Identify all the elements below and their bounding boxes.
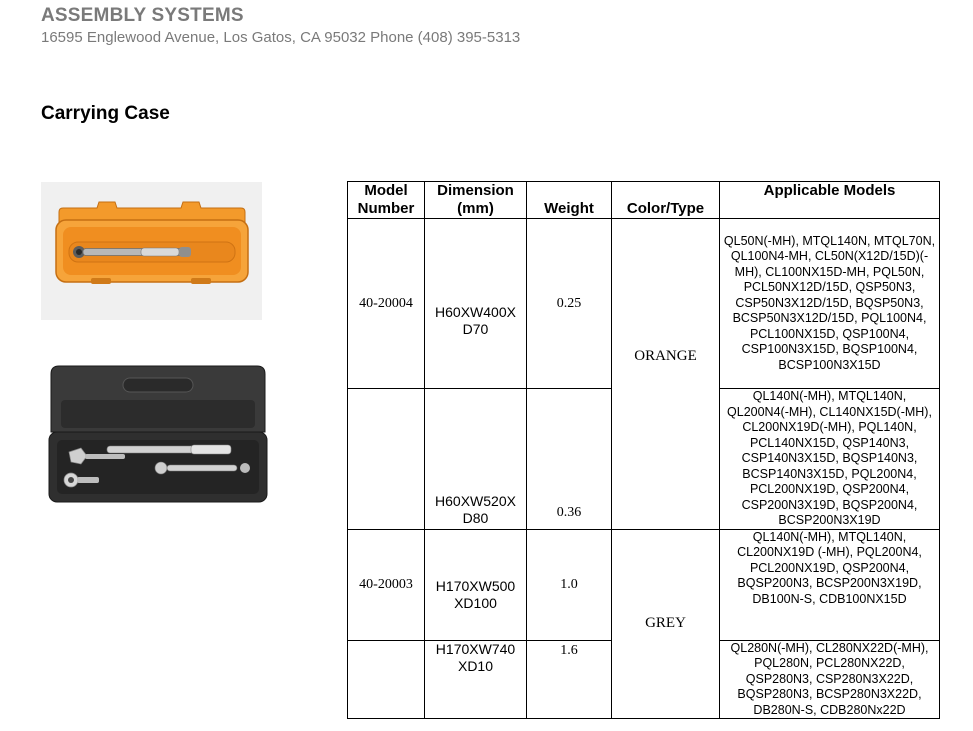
dimension-cell: H60XW520X D80 — [425, 389, 527, 530]
model-number-cell: 40-20004 — [348, 219, 425, 389]
applicable-models-cell: QL50N(-MH), MTQL140N, MTQL70N, QL100N4-MH, CL50N(X12D/15D)(-MH), CL100NX15D-MH, PQL50N, PCL50NX12D/15D, QSP50N3, CSP50N3X12D/15D, BQSP50N3, BCSP50N3X12D/15D, PQL100N4, PCL100NX15D, QSP100N4, CSP100N3X15D, BQSP100N4, BCSP100N3X15D — [720, 219, 940, 389]
orange-carrying-case-image — [41, 182, 262, 320]
header-applicable-models: Applicable Models — [720, 182, 940, 219]
weight-cell: 0.25 — [527, 219, 612, 389]
header-color-type: Color/Type — [612, 182, 720, 219]
model-number-cell — [348, 389, 425, 530]
page-title: Carrying Case — [41, 103, 170, 124]
carrying-case-spec-table — [347, 181, 940, 719]
dimension-cell: H170XW740 XD10 — [425, 640, 527, 719]
applicable-models-cell: QL140N(-MH), MTQL140N, CL200NX19D (-MH), PQL200N4, PCL200NX19D, QSP200N4, BQSP200N3, BCSP200N3X19D, DB100N-S, CDB100NX15D — [720, 529, 940, 640]
model-number-cell: 40-20003 — [348, 529, 425, 640]
dimension-cell: H170XW500 XD100 — [425, 529, 527, 640]
company-address: 16595 Englewood Avenue, Los Gatos, CA 95032 Phone (408) 395-5313 — [41, 29, 521, 46]
dimension-cell: H60XW400X D70 — [425, 219, 527, 389]
table-row — [348, 219, 940, 389]
company-name: ASSEMBLY SYSTEMS — [41, 5, 244, 26]
color-type-cell: GREY — [612, 529, 720, 719]
table-row — [348, 529, 940, 640]
weight-cell: 1.0 — [527, 529, 612, 640]
header-dimension: Dimension (mm) — [425, 182, 527, 219]
black-carrying-case-image — [41, 360, 275, 518]
applicable-models-cell: QL140N(-MH), MTQL140N, QL200N4(-MH), CL140NX15D(-MH), CL200NX19D(-MH), PQL140N, PCL140NX15D, QSP140N3, CSP140N3X15D, BQSP140N3, BCSP140N3X15D, PQL200N4, PCL200NX19D, QSP200N4, CSP200N3X19D, BQSP200N4, BCSP200N3X19D — [720, 389, 940, 530]
applicable-models-cell: QL280N(-MH), CL280NX22D(-MH), PQL280N, PCL280NX22D, QSP280N3, CSP280N3X22D, BQSP280N3, BCSP280N3X22D, DB280N-S, CDB280Nx22D — [720, 640, 940, 719]
header-weight: Weight — [527, 182, 612, 219]
color-type-cell: ORANGE — [612, 219, 720, 530]
model-number-cell — [348, 640, 425, 719]
weight-cell: 1.6 — [527, 640, 612, 719]
header-model-number: Model Number — [348, 182, 425, 219]
weight-cell: 0.36 — [527, 389, 612, 530]
